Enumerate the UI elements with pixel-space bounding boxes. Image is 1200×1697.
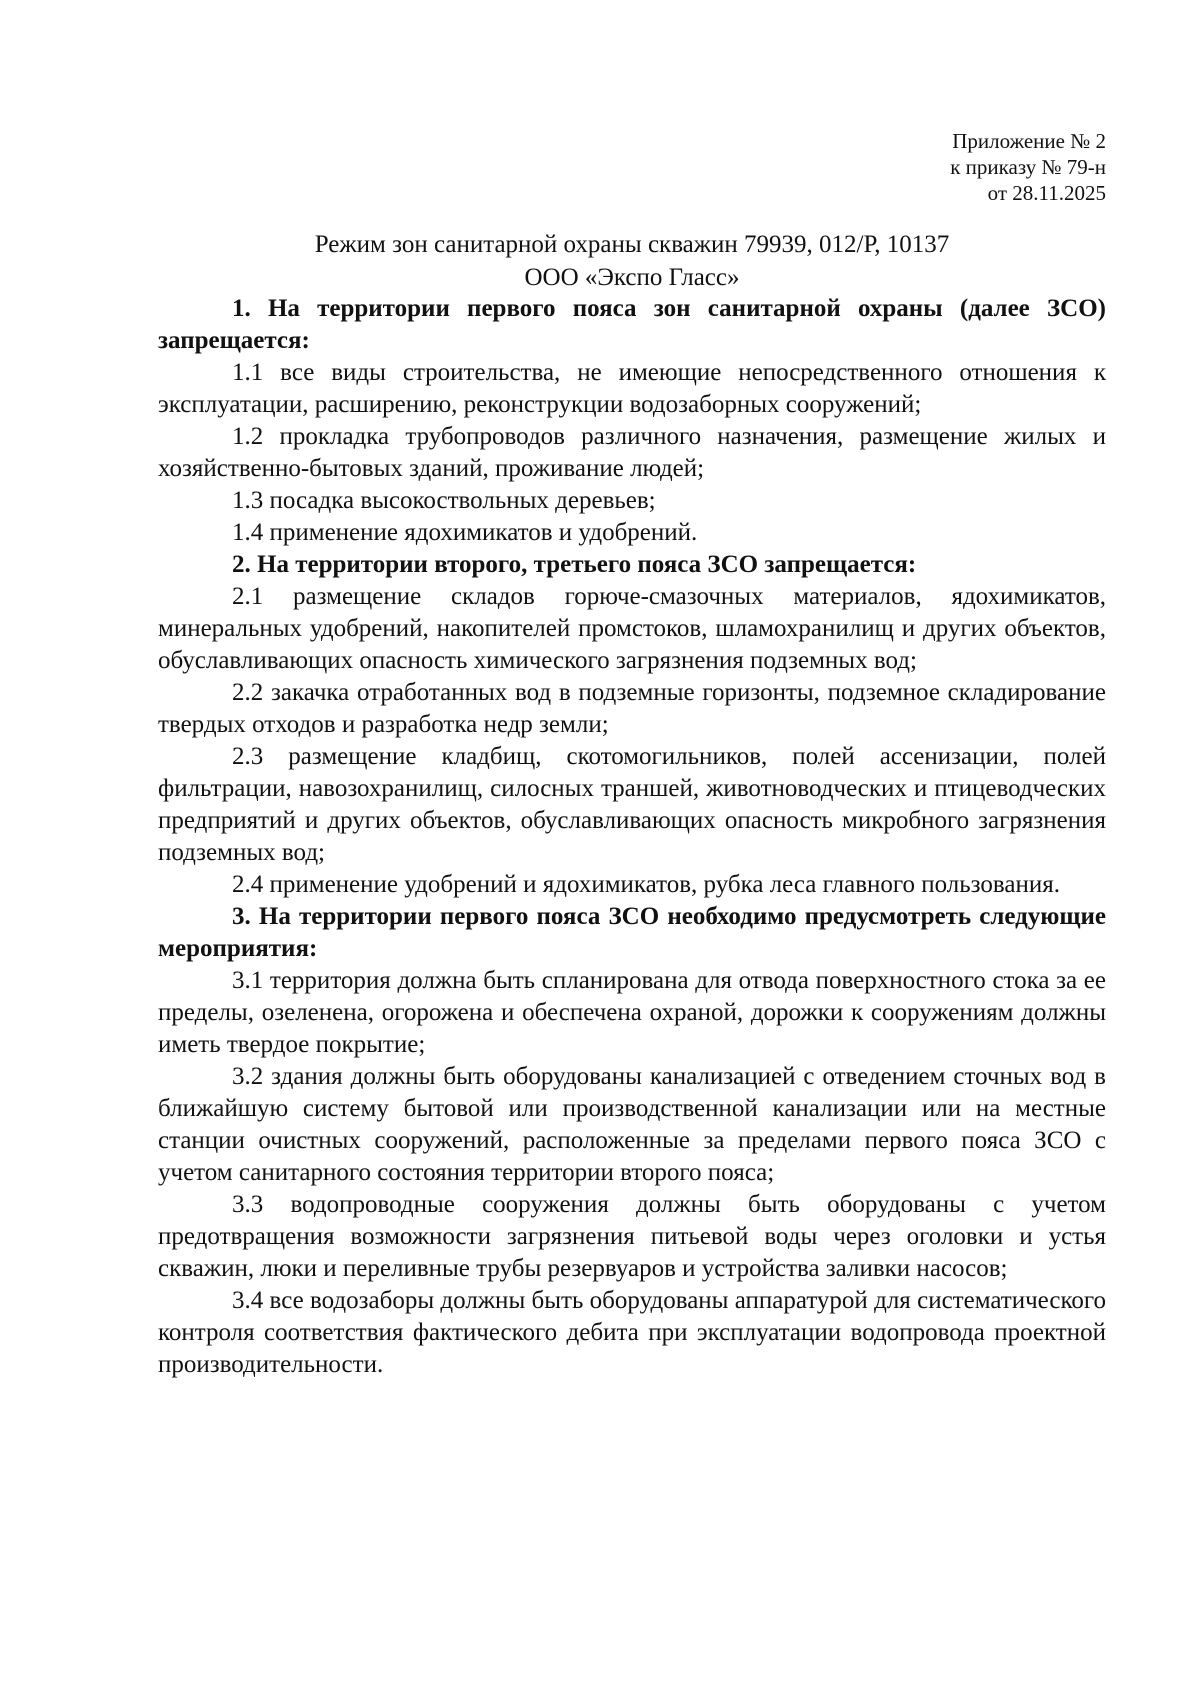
item-1-4: 1.4 применение ядохимикатов и удобрений. [232, 519, 698, 546]
item-1-2: 1.2 прокладка трубопроводов различного назначения, размещение жилых и хозяйственно-бытовых зданий, проживание людей; [158, 423, 1106, 482]
title-line-1: Режим зон санитарной охраны скважин 79939, 012/Р, 10137 [314, 231, 950, 258]
document-page [158, 0, 1106, 1697]
annex-reference [950, 128, 1106, 206]
item-3-2: 3.2 здания должны быть оборудованы канализацией с отведением сточных вод в ближайшую систему бытовой или производственной канализации или на местные станции очистных сооружений, расположенные за пределами первого пояса ЗСО с учетом санитарного состояния территории второго пояса; [158, 1063, 1106, 1186]
document-title [158, 228, 1106, 294]
section-3-heading: 3. На территории первого пояса ЗСО необходимо предусмотреть следующие мероприятия: [158, 903, 1106, 962]
title-line-2: ООО «Экспо Гласс» [524, 264, 740, 291]
item-2-1: 2.1 размещение складов горюче-смазочных материалов, ядохимикатов, минеральных удобрений, накопителей промстоков, шламохранилищ и других объектов, обуславливающих опасность химического загрязнения подземных вод; [158, 583, 1106, 674]
item-1-3: 1.3 посадка высокоствольных деревьев; [232, 487, 656, 514]
item-2-3: 2.3 размещение кладбищ, скотомогильников, полей ассенизации, полей фильтрации, навозохранилищ, силосных траншей, животноводческих и птицеводческих предприятий и других объектов, обуславливающих опасность микробного загрязнения подземных вод; [158, 743, 1106, 866]
section-2-heading: 2. На территории второго, третьего пояса ЗСО запрещается: [232, 551, 917, 578]
item-3-4: 3.4 все водозаборы должны быть оборудованы аппаратурой для систематического контроля соответствия фактического дебита при эксплуатации водопровода проектной производительности. [158, 1287, 1106, 1378]
annex-order: к приказу № 79-н [950, 155, 1106, 179]
annex-number: Приложение № 2 [952, 129, 1106, 153]
item-2-2: 2.2 закачка отработанных вод в подземные горизонты, подземное складирование твердых отходов и разработка недр земли; [158, 679, 1106, 738]
item-1-1: 1.1 все виды строительства, не имеющие непосредственного отношения к эксплуатации, расширению, реконструкции водозаборных сооружений; [158, 359, 1106, 418]
item-3-3: 3.3 водопроводные сооружения должны быть оборудованы с учетом предотвращения возможности загрязнения питьевой воды через оголовки и устья скважин, люки и переливные трубы резервуаров и устройства заливки насосов; [158, 1191, 1106, 1282]
item-3-1: 3.1 территория должна быть спланирована для отвода поверхностного стока за ее пределы, озеленена, огорожена и обеспечена охраной, дорожки к сооружениям должны иметь твердое покрытие; [158, 967, 1106, 1058]
document-body [158, 293, 1106, 1381]
section-1-heading: 1. На территории первого пояса зон санитарной охраны (далее ЗСО) запрещается: [158, 295, 1106, 354]
item-2-4: 2.4 применение удобрений и ядохимикатов, рубка леса главного пользования. [232, 871, 1060, 898]
annex-date: от 28.11.2025 [987, 181, 1106, 205]
